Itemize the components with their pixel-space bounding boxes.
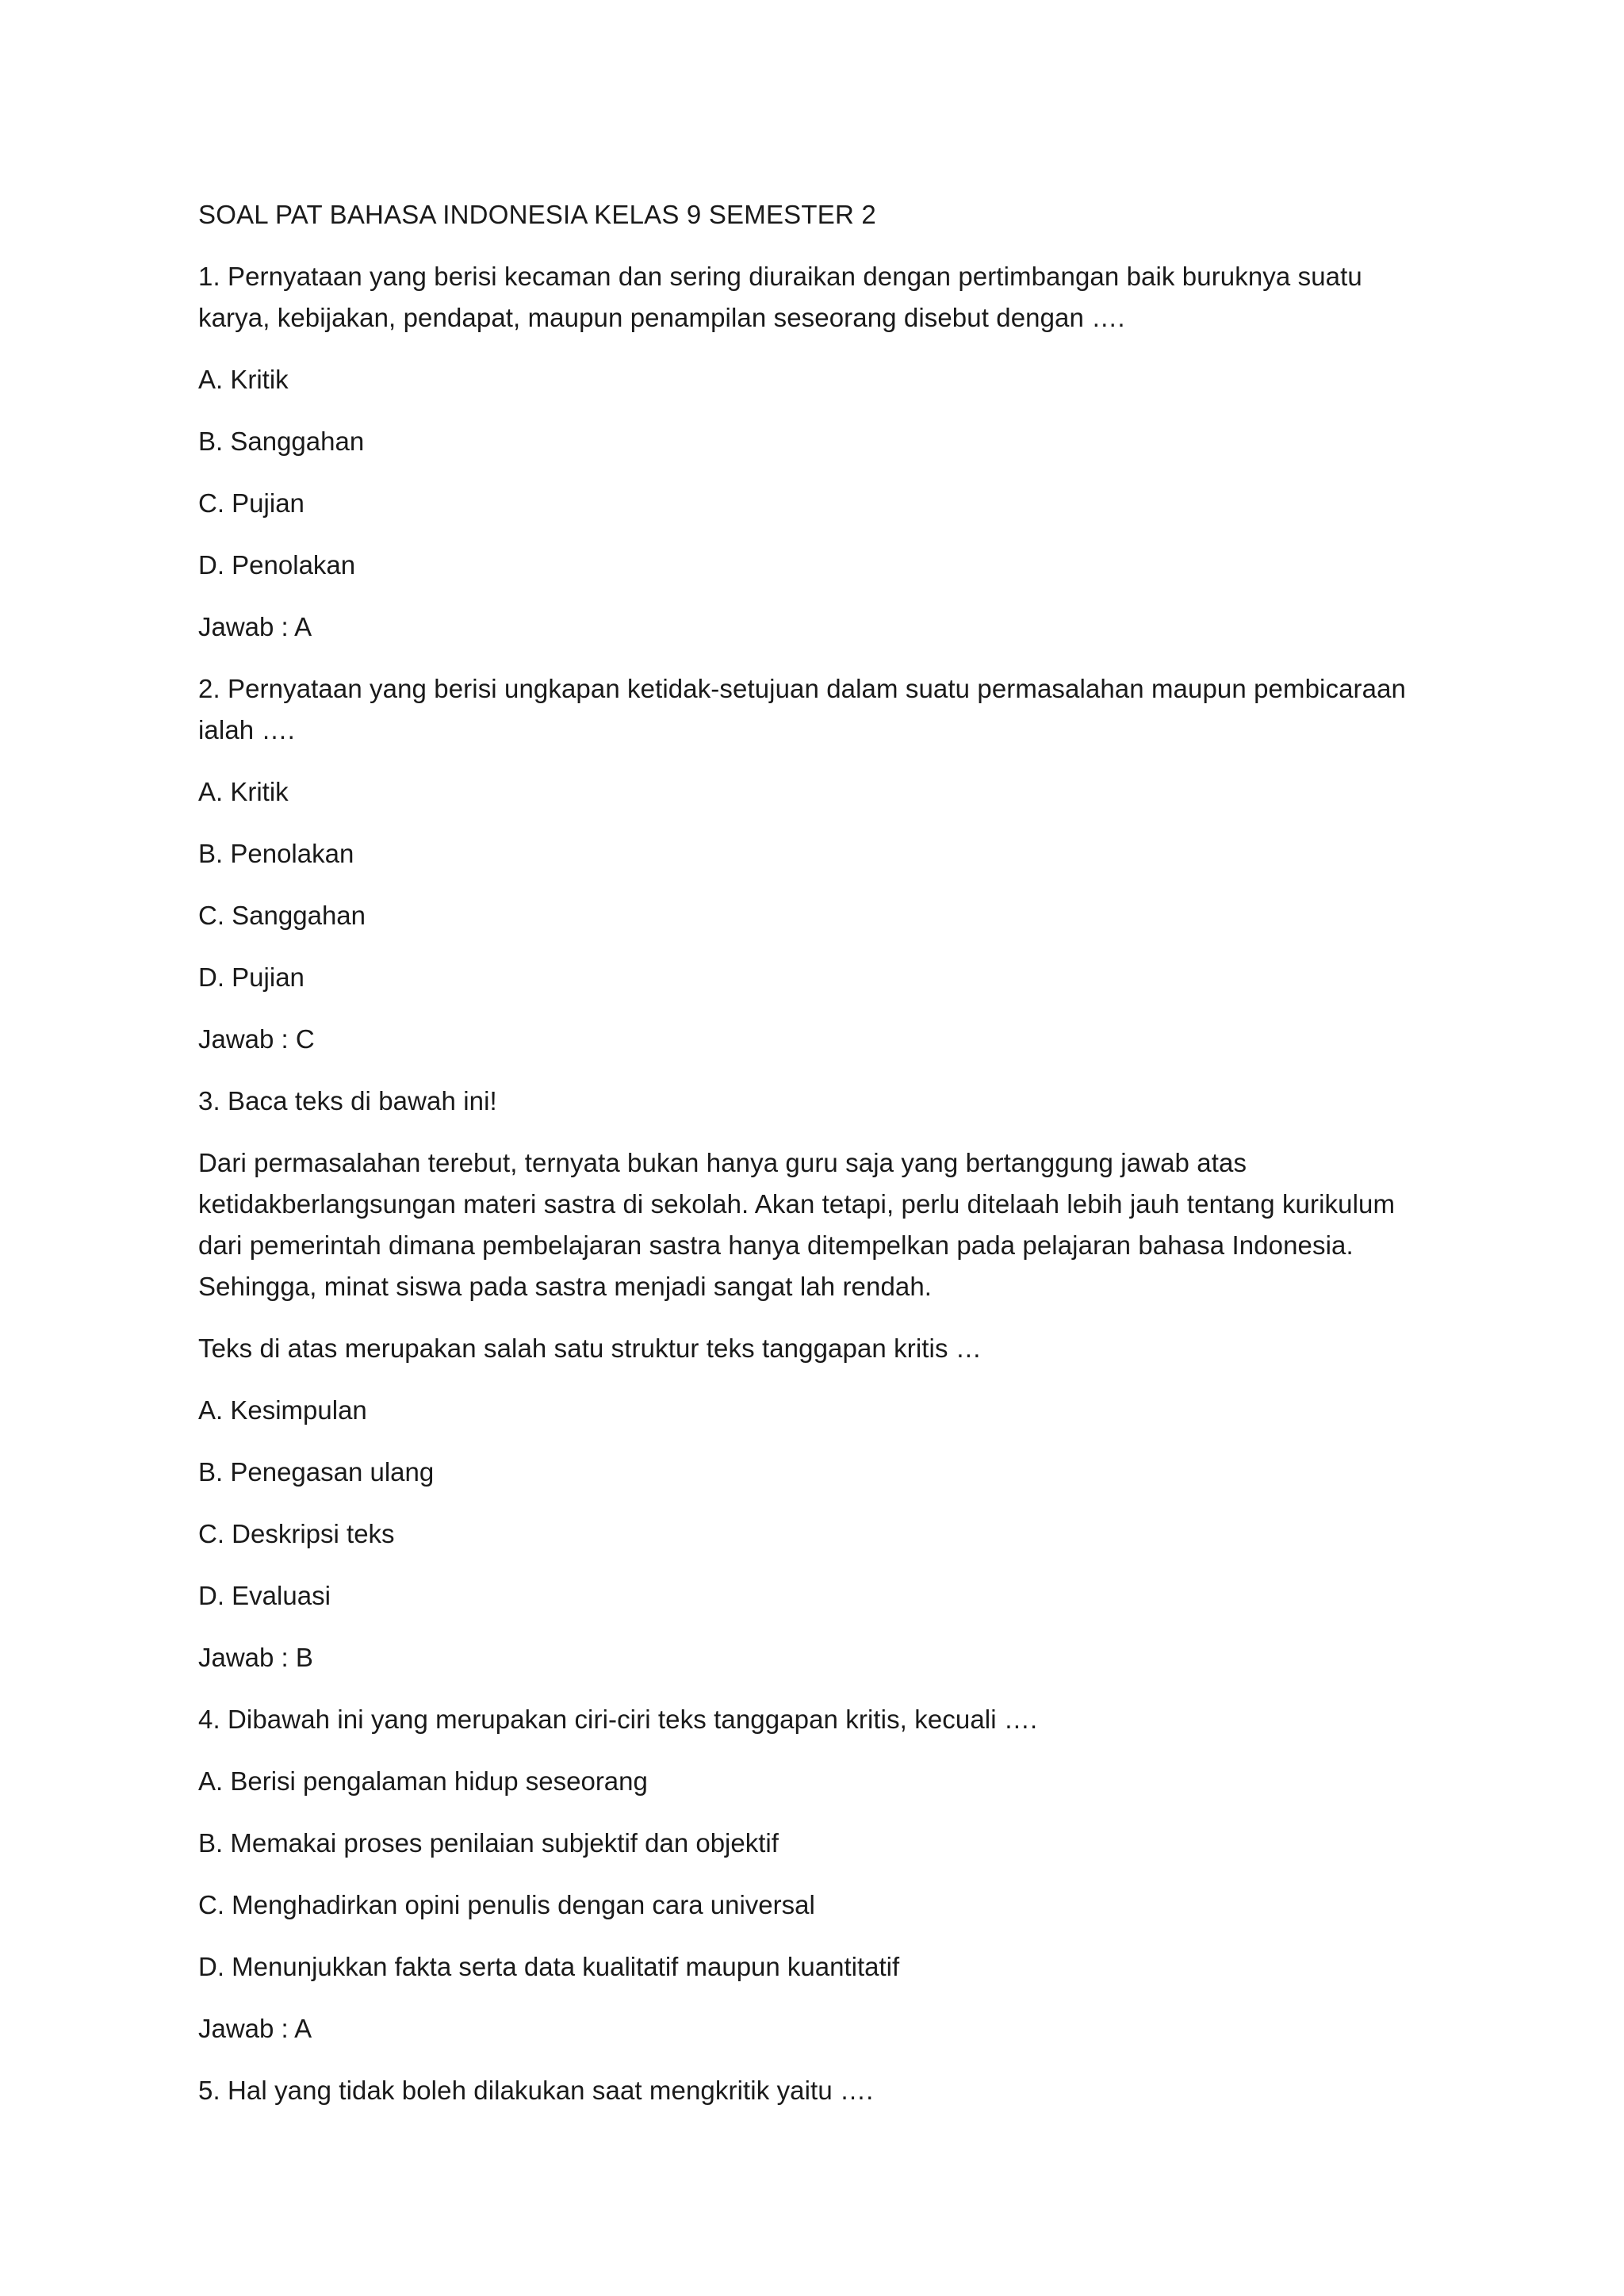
question-1-option-b: B. Sanggahan <box>198 427 365 456</box>
question-4-option-d: D. Menunjukkan fakta serta data kualitatif maupun kuantitatif <box>198 1952 900 1981</box>
question-4-option-b: B. Memakai proses penilaian subjektif dan objektif <box>198 1828 779 1858</box>
question-2-text: 2. Pernyataan yang berisi ungkapan ketidak-setujuan dalam suatu permasalahan maupun pembicaraan ialah …. <box>198 674 1406 744</box>
question-3-answer: Jawab : B <box>198 1643 313 1672</box>
question-3-prompt: Teks di atas merupakan salah satu struktur teks tanggapan kritis … <box>198 1334 982 1363</box>
question-4-option-c: C. Menghadirkan opini penulis dengan cara universal <box>198 1890 815 1919</box>
question-2-option-a: A. Kritik <box>198 777 289 806</box>
question-3-option-d: D. Evaluasi <box>198 1581 331 1610</box>
question-4-answer: Jawab : A <box>198 2014 312 2043</box>
question-2-option-c: C. Sanggahan <box>198 901 366 930</box>
question-3-option-a: A. Kesimpulan <box>198 1395 367 1425</box>
question-1-option-c: C. Pujian <box>198 488 304 518</box>
question-2-option-b: B. Penolakan <box>198 839 354 868</box>
question-3-option-b: B. Penegasan ulang <box>198 1457 435 1487</box>
question-3-option-c: C. Deskripsi teks <box>198 1519 395 1548</box>
question-1-text: 1. Pernyataan yang berisi kecaman dan sering diuraikan dengan pertimbangan baik buruknya suatu karya, kebijakan, pendapat, maupun penampilan seseorang disebut dengan …. <box>198 262 1362 332</box>
question-2-answer: Jawab : C <box>198 1024 315 1054</box>
document-page <box>198 194 1435 2132</box>
question-1-option-a: A. Kritik <box>198 365 289 394</box>
question-4-text: 4. Dibawah ini yang merupakan ciri-ciri teks tanggapan kritis, kecuali …. <box>198 1705 1038 1734</box>
question-2-option-d: D. Pujian <box>198 962 304 992</box>
question-1-option-d: D. Penolakan <box>198 550 356 580</box>
question-3-text: 3. Baca teks di bawah ini! <box>198 1086 497 1115</box>
document-title: SOAL PAT BAHASA INDONESIA KELAS 9 SEMESTER 2 <box>198 200 876 229</box>
question-1-answer: Jawab : A <box>198 612 312 641</box>
question-5-text: 5. Hal yang tidak boleh dilakukan saat mengkritik yaitu …. <box>198 2076 874 2105</box>
question-4-option-a: A. Berisi pengalaman hidup seseorang <box>198 1766 648 1796</box>
question-3-passage: Dari permasalahan terebut, ternyata bukan hanya guru saja yang bertanggung jawab atas ketidakberlangsungan materi sastra di sekolah. Akan tetapi, perlu ditelaah lebih jauh tentang kurikulum dari pemerintah dimana pembelajaran sastra hanya ditempelkan pada pelajaran bahasa Indonesia. Sehingga, minat siswa pada sastra menjadi sangat lah rendah. <box>198 1148 1396 1301</box>
